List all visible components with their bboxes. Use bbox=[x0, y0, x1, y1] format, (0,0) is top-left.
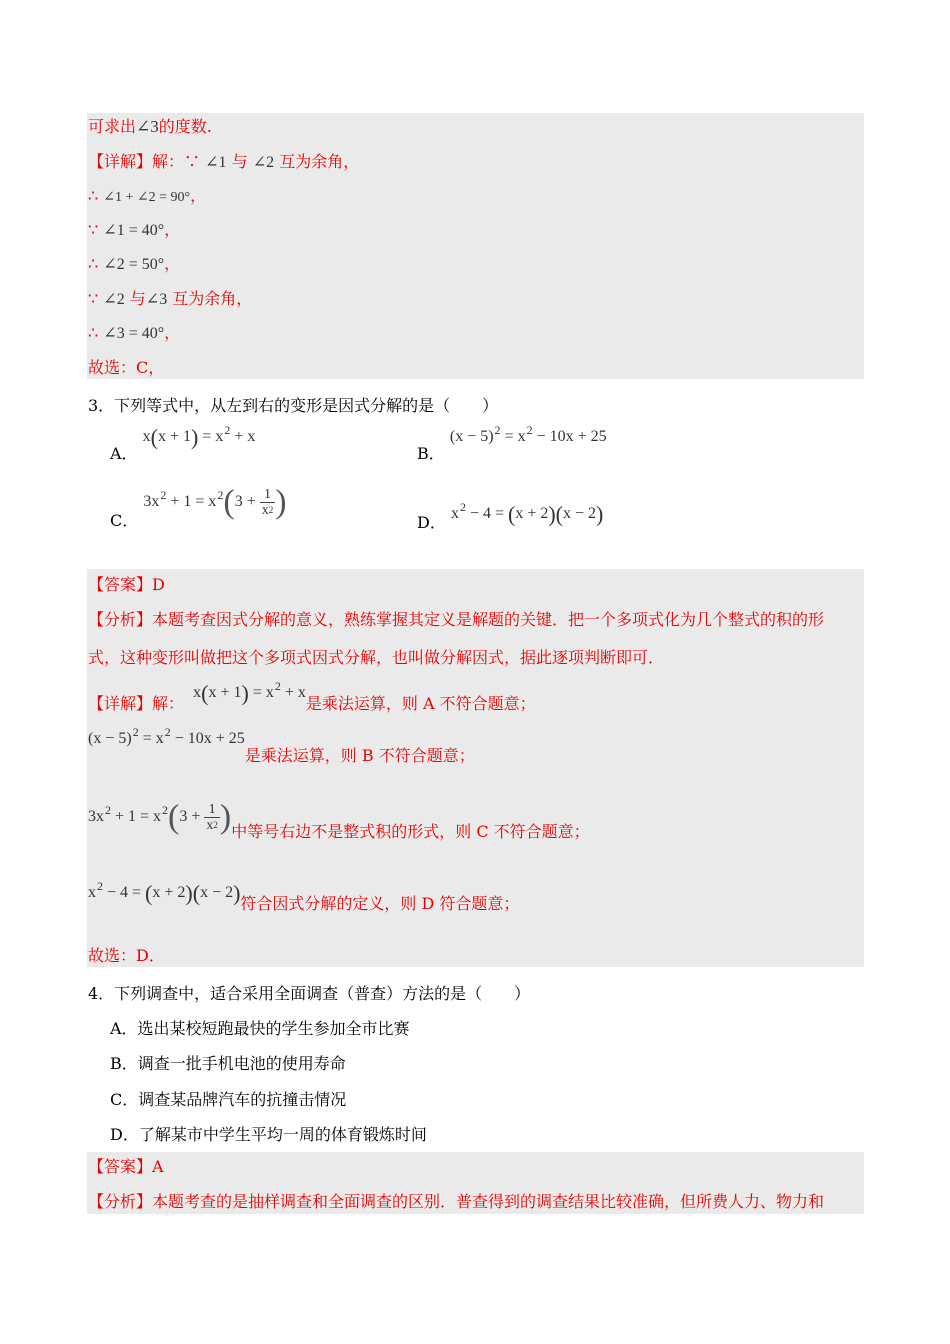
option-label: C． bbox=[110, 510, 139, 530]
option-b bbox=[417, 423, 607, 463]
answer-value: A bbox=[152, 1157, 164, 1176]
answer-line bbox=[88, 1157, 164, 1177]
therefore-symbol: ∴ bbox=[88, 254, 99, 273]
analysis-line bbox=[88, 610, 824, 630]
text: 是乘法运算，则 A 不符合题意； bbox=[305, 694, 536, 713]
analysis-line: 式，这种变形叫做把这个多项式因式分解，也叫做分解因式，据此逐项判断即可． bbox=[88, 648, 665, 667]
option-b: B．调查一批手机电池的使用寿命 bbox=[110, 1054, 346, 1073]
text: 互为余角， bbox=[172, 289, 253, 308]
solution-line bbox=[88, 117, 212, 137]
text: 与 bbox=[129, 289, 146, 308]
text: 互为余角， bbox=[279, 152, 360, 171]
detail-line bbox=[88, 725, 475, 765]
math: ∠3 bbox=[145, 291, 168, 308]
detail-line bbox=[88, 152, 359, 173]
math: ∠2 = 50° bbox=[103, 256, 165, 273]
option-a bbox=[110, 423, 256, 463]
analysis-label: 【分析】 bbox=[88, 1192, 153, 1211]
option-c bbox=[110, 483, 287, 530]
step-line bbox=[88, 220, 180, 241]
option-label: A． bbox=[110, 444, 138, 463]
option-a: A．选出某校短跑最快的学生参加全市比赛 bbox=[110, 1019, 410, 1038]
text: 可求出 bbox=[88, 117, 137, 136]
text: 符合因式分解的定义，则 D 符合题意； bbox=[240, 894, 520, 913]
math: $3x^2 + 1 = x^2(3$ + $\frac{1}{x^2}$ ) bbox=[88, 798, 232, 835]
detail-label: 【详解】 bbox=[88, 152, 153, 171]
text: 本题考查的是抽样调查和全面调查的区别．普查得到的调查结果比较准确，但所费人力、物力和 bbox=[152, 1192, 825, 1211]
answer-line bbox=[88, 575, 165, 595]
question-3-stem: 3．下列等式中，从左到右的变形是因式分解的是（ ） bbox=[88, 396, 499, 415]
option-d: D．了解某市中学生平均一周的体育锻炼时间 bbox=[110, 1125, 427, 1144]
detail-line bbox=[88, 798, 590, 841]
math: $x(x + 1) = x^2 + x$ bbox=[193, 679, 306, 706]
step-line bbox=[88, 323, 180, 344]
text: 解： bbox=[152, 694, 185, 713]
text: 本题考查因式分解的意义，熟练掌握其定义是解题的关键．把一个多项式化为几个整式的积的形 bbox=[152, 610, 825, 629]
therefore-symbol: ∴ bbox=[88, 323, 99, 342]
text: 的度数. bbox=[158, 117, 212, 136]
detail-line bbox=[88, 679, 536, 713]
math-angle3: ∠3 bbox=[136, 117, 159, 136]
math: ∠1 bbox=[205, 154, 227, 171]
option-label: D． bbox=[417, 513, 446, 532]
math: $3x^2 + 1 = x^2(3$ + $\frac{1}{x^2}$ ) bbox=[143, 483, 287, 520]
choice-line: 故选：C， bbox=[88, 358, 165, 377]
text: ， bbox=[164, 254, 181, 273]
math: ∠1 = 40° bbox=[103, 222, 165, 239]
text: 解：∵ bbox=[152, 152, 206, 171]
answer-label: 【答案】 bbox=[88, 575, 153, 594]
therefore-symbol: ∴ bbox=[88, 186, 99, 205]
step-line bbox=[88, 186, 206, 208]
because-symbol: ∵ bbox=[88, 220, 99, 239]
question-4-stem: 4．下列调查中，适合采用全面调查（普查）方法的是（ ） bbox=[88, 984, 531, 1003]
step-line bbox=[88, 254, 180, 275]
detail-line bbox=[88, 879, 520, 913]
text: 中等号右边不是整式积的形式，则 C 不符合题意； bbox=[231, 821, 590, 841]
because-symbol: ∵ bbox=[88, 289, 99, 308]
option-d bbox=[417, 500, 604, 532]
choice-line: 故选：D． bbox=[88, 946, 165, 965]
analysis-label: 【分析】 bbox=[88, 610, 153, 629]
math: $(x - 5)^2 = x^2 - 10x + 25$ bbox=[88, 725, 245, 747]
text: ， bbox=[164, 220, 181, 239]
math: $x^2 - 4 = (x + 2)(x - 2)$ bbox=[450, 500, 604, 527]
text: ， bbox=[190, 186, 207, 205]
text: ， bbox=[164, 323, 181, 342]
answer-label: 【答案】 bbox=[88, 1157, 153, 1176]
analysis-line bbox=[88, 1192, 824, 1212]
math: ∠2 bbox=[103, 291, 125, 308]
detail-label: 【详解】 bbox=[88, 694, 153, 713]
math: ∠1 + ∠2 = 90° bbox=[103, 190, 191, 205]
math: $(x - 5)^2 = x^2 - 10x + 25$ bbox=[449, 423, 607, 445]
text: 是乘法运算，则 B 不符合题意； bbox=[244, 746, 475, 765]
math: ∠2 bbox=[252, 154, 275, 171]
math: ∠3 = 40° bbox=[103, 325, 165, 342]
math: $x^2 - 4 = (x + 2)(x - 2)$ bbox=[88, 879, 241, 906]
option-c: C．调查某品牌汽车的抗撞击情况 bbox=[110, 1090, 347, 1109]
answer-value: D bbox=[152, 575, 165, 594]
option-label: B． bbox=[417, 444, 445, 463]
step-line bbox=[88, 289, 252, 310]
text: 与 bbox=[231, 152, 248, 171]
math: $x(x + 1) = x^2 + x$ bbox=[142, 423, 256, 450]
